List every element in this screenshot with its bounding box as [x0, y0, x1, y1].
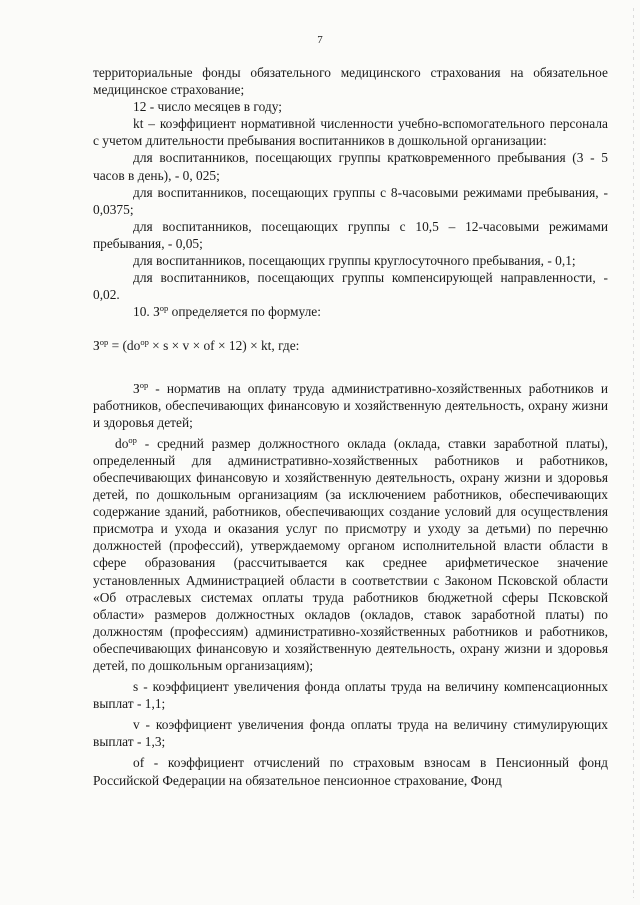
paragraph-zor-definition	[93, 380, 608, 431]
paragraph-kt-24-hour: для воспитанников, посещающих группы круглосуточного пребывания, - 0,1;	[133, 253, 576, 269]
paragraph-kt-short-stay: для воспитанников, посещающих группы кратковременного пребывания (3 - 5 часов в день), - 0, 025;	[93, 150, 608, 183]
paragraph-funds: территориальные фонды обязательного медицинского страхования на обязательное медицинское страхование;	[93, 65, 608, 98]
formula-middle: = (do	[108, 338, 141, 354]
item-10-suffix: определяется по формуле:	[168, 304, 321, 320]
item-10-prefix: 10. З	[133, 304, 160, 320]
dor-superscript: ор	[128, 434, 137, 445]
paragraph-of-definition: of - коэффициент отчислений по страховым взносам в Пенсионный фонд Российской Федерации на обязательное пенсионное страхование, Фонд	[93, 755, 608, 788]
paragraph-dor-definition	[93, 435, 608, 674]
formula-tail: × s × v × of × 12) × kt, где:	[148, 338, 300, 354]
item-10-superscript: ор	[159, 303, 169, 314]
zor-symbol: З	[133, 380, 140, 396]
zor-superscript: ор	[139, 379, 149, 390]
paragraph-kt-8-hour: для воспитанников, посещающих группы с 8-часовыми режимами пребывания, - 0,0375;	[93, 184, 608, 217]
page-number: 7	[317, 34, 323, 46]
dor-symbol: do	[115, 435, 129, 451]
paragraph-kt-definition: kt – коэффициент нормативной численности учебно-вспомогательного персонала с учетом длительности пребывания воспитанников в дошкольной организации:	[93, 116, 608, 149]
formula-superscript-2: ор	[140, 337, 149, 348]
dor-text: - средний размер должностного оклада (оклада, ставки заработной платы), определенный для административно-хозяйственных работников и работников, обеспечивающих финансовую и хозяйственную деятельность, охрану жизни и здоровья детей, по дошкольным организациям (за исключением работников, обеспечивающих содержание зданий, работников, обеспечивающих создание условий для осуществления присмотра и ухода и оказания услуг по присмотру и уходу за детьми) по перечню должностей (профессий), утверждаемому органом исполнительной власти области в сфере образования (рассчитывается как среднее арифметическое значение установленных Администрацией области в соответствии с Законом Псковской области «Об отраслевых системах оплаты труда работников бюджетной сферы Псковской области» размеров должностных окладов (окладов, ставок заработной платы) по должностям (профессиям) административно-хозяйственных работников и работников, обеспечивающих финансовую и хозяйственную деятельность, охрану жизни и здоровья детей, по дошкольным организациям);	[93, 435, 608, 673]
paragraph-s-definition: s - коэффициент увеличения фонда оплаты труда на величину компенсационных выплат - 1,1;	[93, 679, 608, 712]
paragraph-months: 12 - число месяцев в году;	[133, 99, 282, 115]
scan-edge-line	[633, 8, 634, 898]
document-body	[93, 64, 608, 789]
zor-text: - норматив на оплату труда административно-хозяйственных работников и работников, обеспечивающих финансовую и хозяйственную деятельность, охрану жизни и здоровья детей;	[93, 380, 608, 430]
paragraph-v-definition: v - коэффициент увеличения фонда оплаты труда на величину стимулирующих выплат - 1,3;	[93, 717, 608, 750]
paragraph-kt-12-hour: для воспитанников, посещающих группы с 10,5 – 12-часовыми режимами пребывания, - 0,05;	[93, 218, 608, 251]
paragraph-item-10	[93, 303, 608, 320]
formula-superscript-1: ор	[99, 337, 109, 348]
formula-symbol: З	[93, 338, 100, 354]
paragraph-kt-compensating: для воспитанников, посещающих группы компенсирующей направленности, - 0,02.	[93, 270, 608, 303]
formula	[93, 337, 608, 354]
